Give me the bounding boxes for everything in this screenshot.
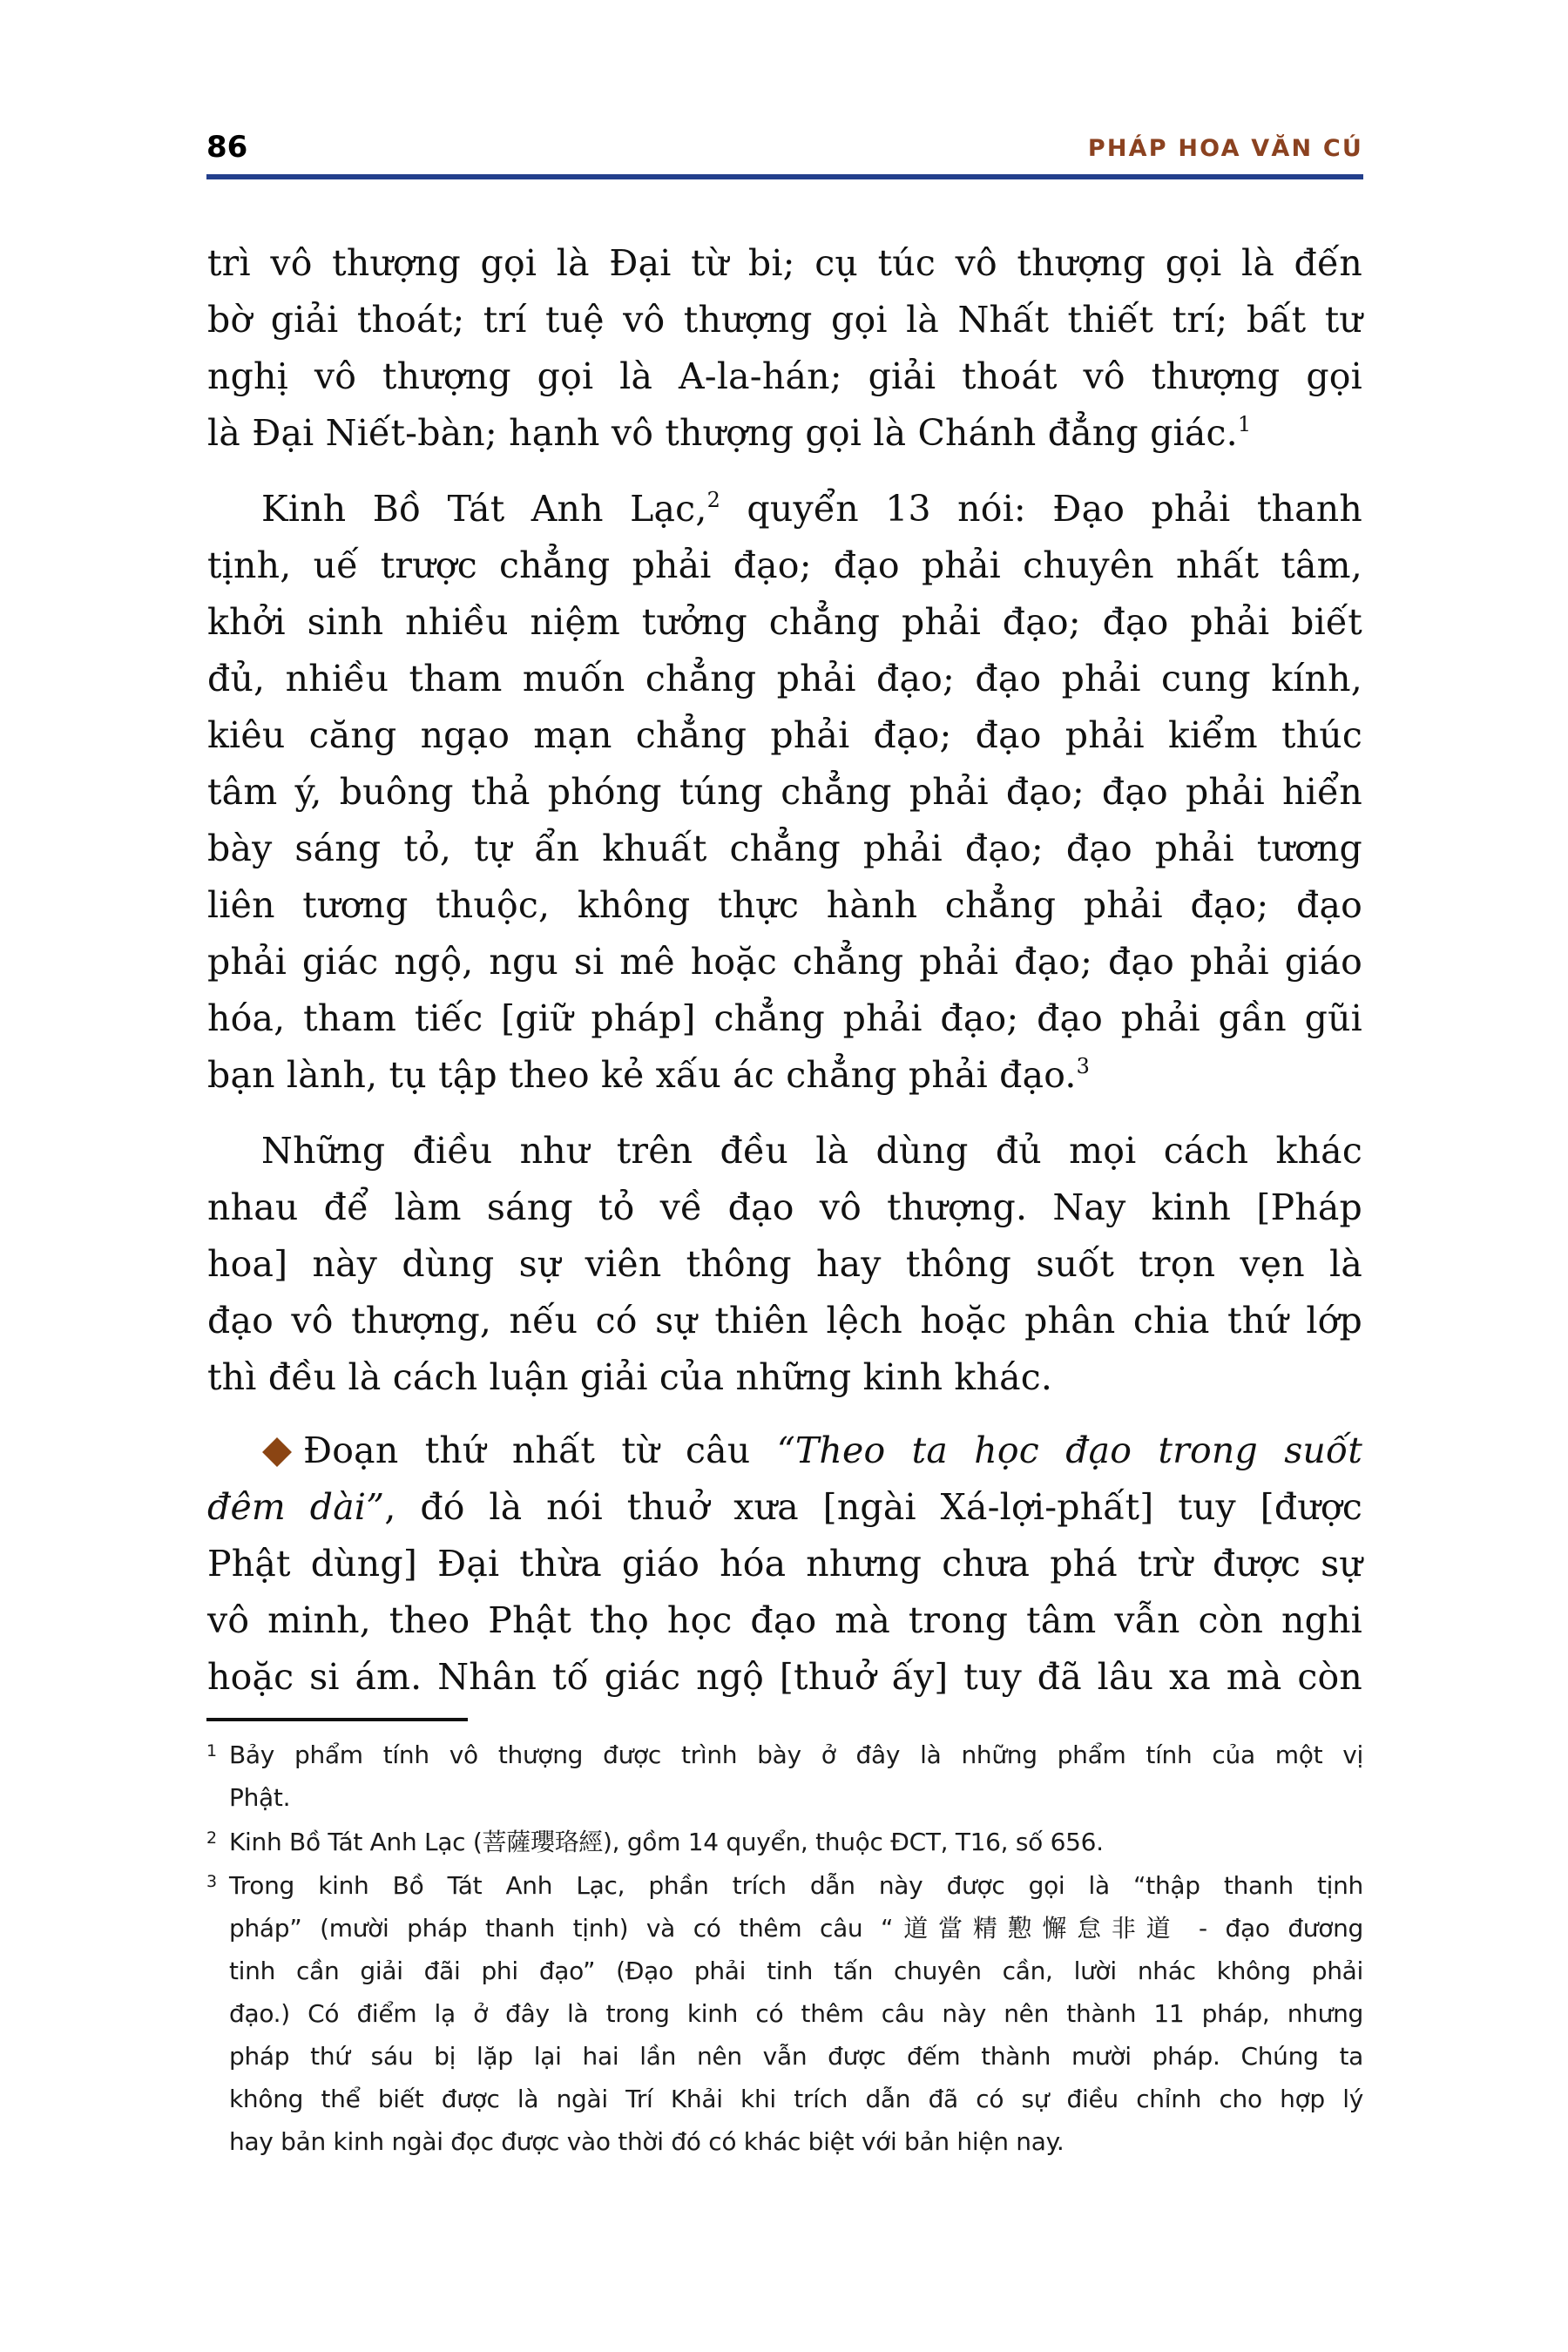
- text-line: [207, 1047, 1362, 1104]
- text-span: , đó là nói thuở xưa [ngài Xá-lợi-phất] tuy [được: [384, 1486, 1362, 1528]
- text-line: [261, 1423, 1362, 1479]
- text-span: Kinh Bồ Tát Anh Lạc,: [261, 488, 707, 530]
- footnote-line: Trong kinh Bồ Tát Anh Lạc, phần trích dẫn này được gọi là “thập thanh tịnh: [229, 1871, 1363, 1900]
- text-line: Phật dùng] Đại thừa giáo hóa nhưng chưa phá trừ được sự: [207, 1543, 1362, 1585]
- text-line: hoặc si ám. Nhân tố giác ngộ [thuở ấy] tuy đã lâu xa mà còn: [207, 1656, 1362, 1698]
- footnote-ref-2[interactable]: 2: [706, 488, 721, 512]
- footnote-separator: [206, 1718, 468, 1721]
- text-line: nghị vô thượng gọi là A-la-hán; giải thoát vô thượng gọi: [207, 355, 1362, 397]
- text-line: tịnh, uế trược chẳng phải đạo; đạo phải chuyên nhất tâm,: [207, 544, 1362, 586]
- text-line: đạo vô thượng, nếu có sự thiên lệch hoặc phân chia thứ lớp: [207, 1300, 1362, 1342]
- footnote-line: không thể biết được là ngài Trí Khải khi trích dẫn đã có sự điều chỉnh cho hợp lý: [229, 2085, 1363, 2113]
- footnote-marker: 1: [206, 1741, 218, 1761]
- text-line: hóa, tham tiếc [giữ pháp] chẳng phải đạo; đạo phải gần gũi: [207, 997, 1362, 1039]
- footnote-marker: 3: [206, 1872, 218, 1891]
- footnote-line: Bảy phẩm tính vô thượng được trình bày ở đây là những phẩm tính của một vị: [229, 1740, 1363, 1769]
- quote-italic: “Theo ta học đạo trong suốt: [776, 1429, 1362, 1471]
- text-line: [207, 405, 1362, 462]
- footnote-line: Phật.: [229, 1783, 291, 1812]
- text-line: vô minh, theo Phật thọ học đạo mà trong tâm vẫn còn nghi: [207, 1599, 1362, 1641]
- text-line: đủ, nhiều tham muốn chẳng phải đạo; đạo phải cung kính,: [207, 658, 1362, 700]
- text-line: nhau để làm sáng tỏ về đạo vô thượng. Nay kinh [Pháp: [207, 1186, 1362, 1228]
- footnote-line: Kinh Bồ Tát Anh Lạc (菩薩瓔珞經), gồm 14 quyển, thuộc ĐCT, T16, số 656.: [229, 1828, 1104, 1856]
- text-line: Những điều như trên đều là dùng đủ mọi cách khác: [261, 1130, 1362, 1172]
- text-line: trì vô thượng gọi là Đại từ bi; cụ túc vô thượng gọi là đến: [207, 242, 1362, 284]
- text-span: Đoạn thứ nhất từ câu: [303, 1429, 777, 1471]
- text-span: quyển 13 nói: Đạo phải thanh: [720, 488, 1362, 530]
- diamond-bullet-icon: [262, 1437, 292, 1467]
- page-number: 86: [206, 130, 248, 165]
- quote-italic: đêm dài”: [207, 1486, 385, 1528]
- footnote-line: đạo.) Có điểm lạ ở đây là trong kinh có thêm câu này nên thành 11 pháp, nhưng: [229, 1999, 1363, 2028]
- footnote-line: pháp” (mười pháp thanh tịnh) và có thêm câu “道當精懃懈怠非道 - đạo đương: [229, 1914, 1363, 1943]
- footnote-line: pháp thứ sáu bị lặp lại hai lần nên vẫn được đếm thành mười pháp. Chúng ta: [229, 2042, 1363, 2071]
- footnote-ref-3[interactable]: 3: [1076, 1054, 1091, 1078]
- text-span: là Đại Niết-bàn; hạnh vô thượng gọi là Chánh đẳng giác.: [207, 412, 1238, 454]
- text-line: thì đều là cách luận giải của những kinh khác.: [207, 1356, 1053, 1398]
- footnote-marker: 2: [206, 1828, 218, 1848]
- text-line: tâm ý, buông thả phóng túng chẳng phải đạo; đạo phải hiển: [207, 771, 1362, 813]
- running-header: [206, 127, 1363, 167]
- text-line: phải giác ngộ, ngu si mê hoặc chẳng phải đạo; đạo phải giáo: [207, 941, 1362, 983]
- text-line: hoa] này dùng sự viên thông hay thông suốt trọn vẹn là: [207, 1243, 1362, 1285]
- text-line: bày sáng tỏ, tự ẩn khuất chẳng phải đạo; đạo phải tương: [207, 828, 1362, 869]
- text-line: [207, 1479, 1362, 1536]
- text-line: khởi sinh nhiều niệm tưởng chẳng phải đạo; đạo phải biết: [207, 601, 1362, 643]
- footnote-line: tinh cần giải đãi phi đạo” (Đạo phải tinh tấn chuyên cần, lười nhác không phải: [229, 1957, 1363, 1985]
- text-line: kiêu căng ngạo mạn chẳng phải đạo; đạo phải kiểm thúc: [207, 714, 1362, 756]
- text-line: bờ giải thoát; trí tuệ vô thượng gọi là Nhất thiết trí; bất tư: [207, 299, 1362, 341]
- header-rule: [206, 174, 1363, 179]
- text-line: [261, 481, 1362, 537]
- text-line: liên tương thuộc, không thực hành chẳng phải đạo; đạo: [207, 884, 1362, 926]
- footnote-line: hay bản kinh ngài đọc được vào thời đó có khác biệt với bản hiện nay.: [229, 2127, 1064, 2156]
- text-span: bạn lành, tụ tập theo kẻ xấu ác chẳng phải đạo.: [207, 1054, 1077, 1096]
- footnote-ref-1[interactable]: 1: [1237, 412, 1252, 436]
- book-title: PHÁP HOA VĂN CÚ: [1087, 135, 1363, 162]
